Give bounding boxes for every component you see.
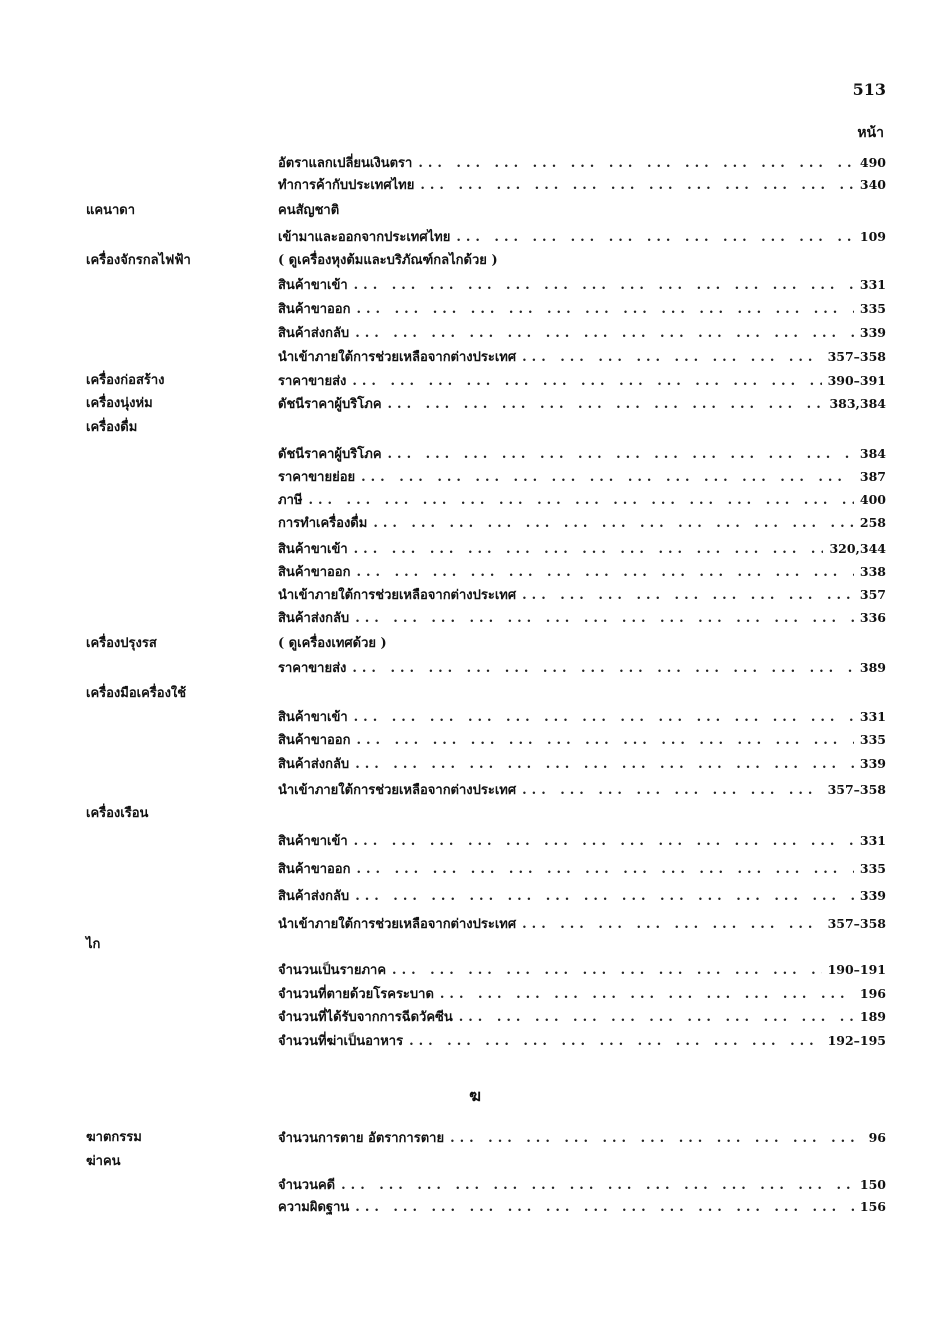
entry-label: สินค้าขาออก — [278, 733, 351, 748]
entry-label: สินค้าขาเข้า — [278, 542, 348, 557]
index-row — [0, 443, 950, 465]
index-heading: เครื่องปรุงรส — [86, 636, 157, 651]
index-row — [0, 934, 950, 956]
index-row — [0, 729, 950, 751]
index-entry — [278, 538, 886, 560]
index-row — [0, 322, 950, 344]
dot-leader — [522, 585, 854, 607]
dot-leader — [420, 175, 854, 197]
dot-leader — [354, 707, 854, 729]
entry-pages: 150 — [859, 1177, 886, 1192]
index-row — [0, 584, 950, 606]
index-entry — [278, 417, 886, 439]
entry-pages: 320,344 — [829, 541, 886, 556]
index-entry — [278, 152, 886, 174]
entry-pages: 335 — [859, 861, 886, 876]
index-heading: ไก — [86, 937, 101, 952]
dot-leader — [459, 1007, 854, 1029]
entry-label: ความผิดฐาน — [278, 1200, 350, 1215]
index-row — [0, 512, 950, 534]
dot-leader — [440, 984, 854, 1006]
entry-label: ( ดูเครื่องเทศด้วย ) — [278, 636, 387, 651]
index-entry — [278, 983, 886, 1005]
index-heading: ฆาตกรรม — [86, 1130, 142, 1145]
dot-leader — [522, 780, 821, 802]
entry-pages: 400 — [859, 492, 886, 507]
index-entry — [278, 913, 886, 935]
entry-label: การทำเครื่องดื่ม — [278, 516, 368, 531]
index-entry — [278, 250, 886, 272]
index-entry — [278, 1127, 886, 1149]
entry-pages: 331 — [859, 709, 886, 724]
dot-leader — [409, 1031, 822, 1053]
entry-pages: 357–358 — [827, 782, 886, 797]
index-row — [0, 858, 950, 880]
index-row — [0, 1030, 950, 1052]
index-row — [0, 657, 950, 679]
entry-pages: 192–195 — [827, 1033, 886, 1048]
index-row — [0, 1151, 950, 1173]
section-letter: ฆ — [469, 1086, 481, 1105]
entry-pages: 189 — [859, 1009, 886, 1024]
index-row — [0, 393, 950, 415]
index-row — [0, 683, 950, 705]
index-entry — [278, 298, 886, 320]
index-row — [0, 274, 950, 296]
index-entry — [278, 370, 886, 392]
index-entry — [278, 1196, 886, 1218]
index-entry — [278, 959, 886, 981]
entry-label: จำนวนที่ตายด้วยโรคระบาด — [278, 987, 434, 1002]
index-row — [0, 152, 950, 174]
index-entry — [278, 1030, 886, 1052]
entry-pages: 357 — [859, 587, 886, 602]
entry-pages: 384 — [859, 446, 886, 461]
index-entry — [278, 683, 886, 705]
dot-leader — [355, 608, 854, 630]
entry-label: จำนวนที่ได้รับจากการฉีดวัคซีน — [278, 1010, 453, 1025]
entry-pages: 389 — [859, 660, 886, 675]
index-row — [0, 226, 950, 248]
entry-pages: 190–191 — [827, 962, 886, 977]
entry-label: ( ดูเครื่องหุงต้มและบริภัณฑ์กลไกด้วย ) — [278, 253, 498, 268]
dot-leader — [373, 513, 854, 535]
entry-pages: 383,384 — [829, 396, 886, 411]
dot-leader — [522, 914, 821, 936]
index-entry — [278, 466, 886, 488]
entry-label: จำนวนคดี — [278, 1178, 336, 1193]
index-entry — [278, 607, 886, 629]
entry-pages: 340 — [859, 177, 886, 192]
index-row — [0, 346, 950, 368]
entry-label: คนสัญชาติ — [278, 203, 340, 218]
index-entry — [278, 226, 886, 248]
entry-label: จำนวนการตาย อัตราการตาย — [278, 1131, 445, 1146]
index-heading: แคนาดา — [86, 203, 136, 218]
dot-leader — [355, 886, 854, 908]
entry-pages: 331 — [859, 833, 886, 848]
entry-pages: 387 — [859, 469, 886, 484]
index-row — [0, 1006, 950, 1028]
index-entry — [278, 1174, 886, 1196]
dot-leader — [355, 323, 854, 345]
dot-leader — [357, 299, 854, 321]
page-column-label: หน้า — [857, 125, 884, 141]
entry-label: ราคาขายส่ง — [278, 374, 347, 389]
entry-label: สินค้าส่งกลับ — [278, 757, 350, 772]
dot-leader — [456, 227, 854, 249]
index-row — [0, 561, 950, 583]
entry-pages: 258 — [859, 515, 886, 530]
entry-label: สินค้าส่งกลับ — [278, 611, 350, 626]
entry-label: จำนวนเป็นรายภาค — [278, 963, 387, 978]
entry-label: จำนวนที่ฆ่าเป็นอาหาร — [278, 1034, 404, 1049]
index-row — [0, 1127, 950, 1149]
entry-label: สินค้าขาออก — [278, 302, 351, 317]
index-row — [0, 466, 950, 488]
dot-leader — [357, 859, 854, 881]
entry-label: ดัชนีราคาผู้บริโภค — [278, 447, 382, 462]
entry-label: สินค้าขาออก — [278, 862, 351, 877]
index-entry — [278, 729, 886, 751]
entry-pages: 338 — [859, 564, 886, 579]
index-entry — [278, 779, 886, 801]
index-row — [0, 489, 950, 511]
index-entry — [278, 393, 886, 415]
index-row — [0, 298, 950, 320]
entry-label: นำเข้าภายใต้การช่วยเหลือจากต่างประเทศ — [278, 783, 517, 798]
dot-leader — [388, 444, 854, 466]
entry-label: สินค้าส่งกลับ — [278, 326, 350, 341]
entry-label: สินค้าส่งกลับ — [278, 889, 350, 904]
entry-label: นำเข้าภายใต้การช่วยเหลือจากต่างประเทศ — [278, 917, 517, 932]
index-row — [0, 538, 950, 560]
index-row — [0, 959, 950, 981]
index-row — [0, 885, 950, 907]
index-entry — [278, 803, 886, 825]
index-row — [0, 607, 950, 629]
entry-pages: 490 — [859, 155, 886, 170]
index-entry — [278, 174, 886, 196]
entry-pages: 196 — [859, 986, 886, 1001]
dot-leader — [361, 467, 854, 489]
index-row — [0, 417, 950, 439]
entry-label: สินค้าขาออก — [278, 565, 351, 580]
entry-label: สินค้าขาเข้า — [278, 710, 348, 725]
index-heading: เครื่องเรือน — [86, 806, 149, 821]
index-heading: ฆ่าคน — [86, 1154, 121, 1169]
entry-label: ราคาขายย่อย — [278, 470, 356, 485]
dot-leader — [357, 730, 854, 752]
index-entry — [278, 885, 886, 907]
entry-label: ทำการค้ากับประเทศไทย — [278, 178, 415, 193]
entry-pages: 357–358 — [827, 349, 886, 364]
entry-pages: 96 — [868, 1130, 886, 1145]
entry-pages: 331 — [859, 277, 886, 292]
index-row — [0, 913, 950, 935]
entry-label: เข้ามาและออกจากประเทศไทย — [278, 230, 451, 245]
index-row — [0, 830, 950, 852]
entry-pages: 335 — [859, 732, 886, 747]
dot-leader — [392, 960, 822, 982]
index-heading: เครื่องก่อสร้าง — [86, 373, 165, 388]
entry-label: นำเข้าภายใต้การช่วยเหลือจากต่างประเทศ — [278, 350, 517, 365]
entry-pages: 336 — [859, 610, 886, 625]
index-row — [0, 706, 950, 728]
dot-leader — [418, 153, 854, 175]
entry-pages: 339 — [859, 756, 886, 771]
entry-pages: 390–391 — [827, 373, 886, 388]
dot-leader — [308, 490, 853, 512]
index-entry — [278, 706, 886, 728]
index-entry — [278, 274, 886, 296]
index-row — [0, 174, 950, 196]
dot-leader — [354, 831, 854, 853]
page-number: 513 — [852, 80, 886, 99]
index-entry — [278, 657, 886, 679]
index-row — [0, 200, 950, 222]
index-entry — [278, 830, 886, 852]
index-entry — [278, 322, 886, 344]
index-entry — [278, 561, 886, 583]
dot-leader — [355, 1197, 854, 1219]
index-entry — [278, 934, 886, 956]
entry-pages: 339 — [859, 888, 886, 903]
dot-leader — [354, 275, 854, 297]
index-entry — [278, 346, 886, 368]
dot-leader — [354, 539, 824, 561]
index-row — [0, 1174, 950, 1196]
index-entry — [278, 584, 886, 606]
dot-leader — [341, 1175, 854, 1197]
entry-label: ราคาขายส่ง — [278, 661, 347, 676]
entry-pages: 339 — [859, 325, 886, 340]
dot-leader — [352, 371, 821, 393]
dot-leader — [352, 658, 854, 680]
index-entry — [278, 858, 886, 880]
index-row — [0, 250, 950, 272]
index-heading: เครื่องดื่ม — [86, 420, 138, 435]
entry-label: ภาษี — [278, 493, 303, 508]
entry-label: สินค้าขาเข้า — [278, 834, 348, 849]
entry-label: สินค้าขาเข้า — [278, 278, 348, 293]
index-row — [0, 983, 950, 1005]
entry-pages: 357–358 — [827, 916, 886, 931]
index-heading: เครื่องมือเครื่องใช้ — [86, 686, 187, 701]
entry-pages: 109 — [859, 229, 886, 244]
index-entry — [278, 1006, 886, 1028]
index-row — [0, 779, 950, 801]
index-row — [0, 803, 950, 825]
index-row — [0, 633, 950, 655]
entry-pages: 335 — [859, 301, 886, 316]
dot-leader — [388, 394, 824, 416]
dot-leader — [355, 754, 854, 776]
entry-pages: 156 — [859, 1199, 886, 1214]
entry-label: นำเข้าภายใต้การช่วยเหลือจากต่างประเทศ — [278, 588, 517, 603]
index-entry — [278, 633, 886, 655]
index-entry — [278, 512, 886, 534]
index-entry — [278, 443, 886, 465]
index-entry — [278, 753, 886, 775]
index-heading: เครื่องนุ่งห่ม — [86, 396, 153, 411]
index-row — [0, 753, 950, 775]
entry-label: ดัชนีราคาผู้บริโภค — [278, 397, 382, 412]
index-entry — [278, 200, 886, 222]
index-row — [0, 1196, 950, 1218]
dot-leader — [357, 562, 854, 584]
index-row — [0, 370, 950, 392]
index-heading: เครื่องจักรกลไฟฟ้า — [86, 253, 191, 268]
index-entry — [278, 1151, 886, 1173]
dot-leader — [522, 347, 821, 369]
entry-label: อัตราแลกเปลี่ยนเงินตรา — [278, 156, 413, 171]
index-entry — [278, 489, 886, 511]
dot-leader — [450, 1128, 854, 1150]
